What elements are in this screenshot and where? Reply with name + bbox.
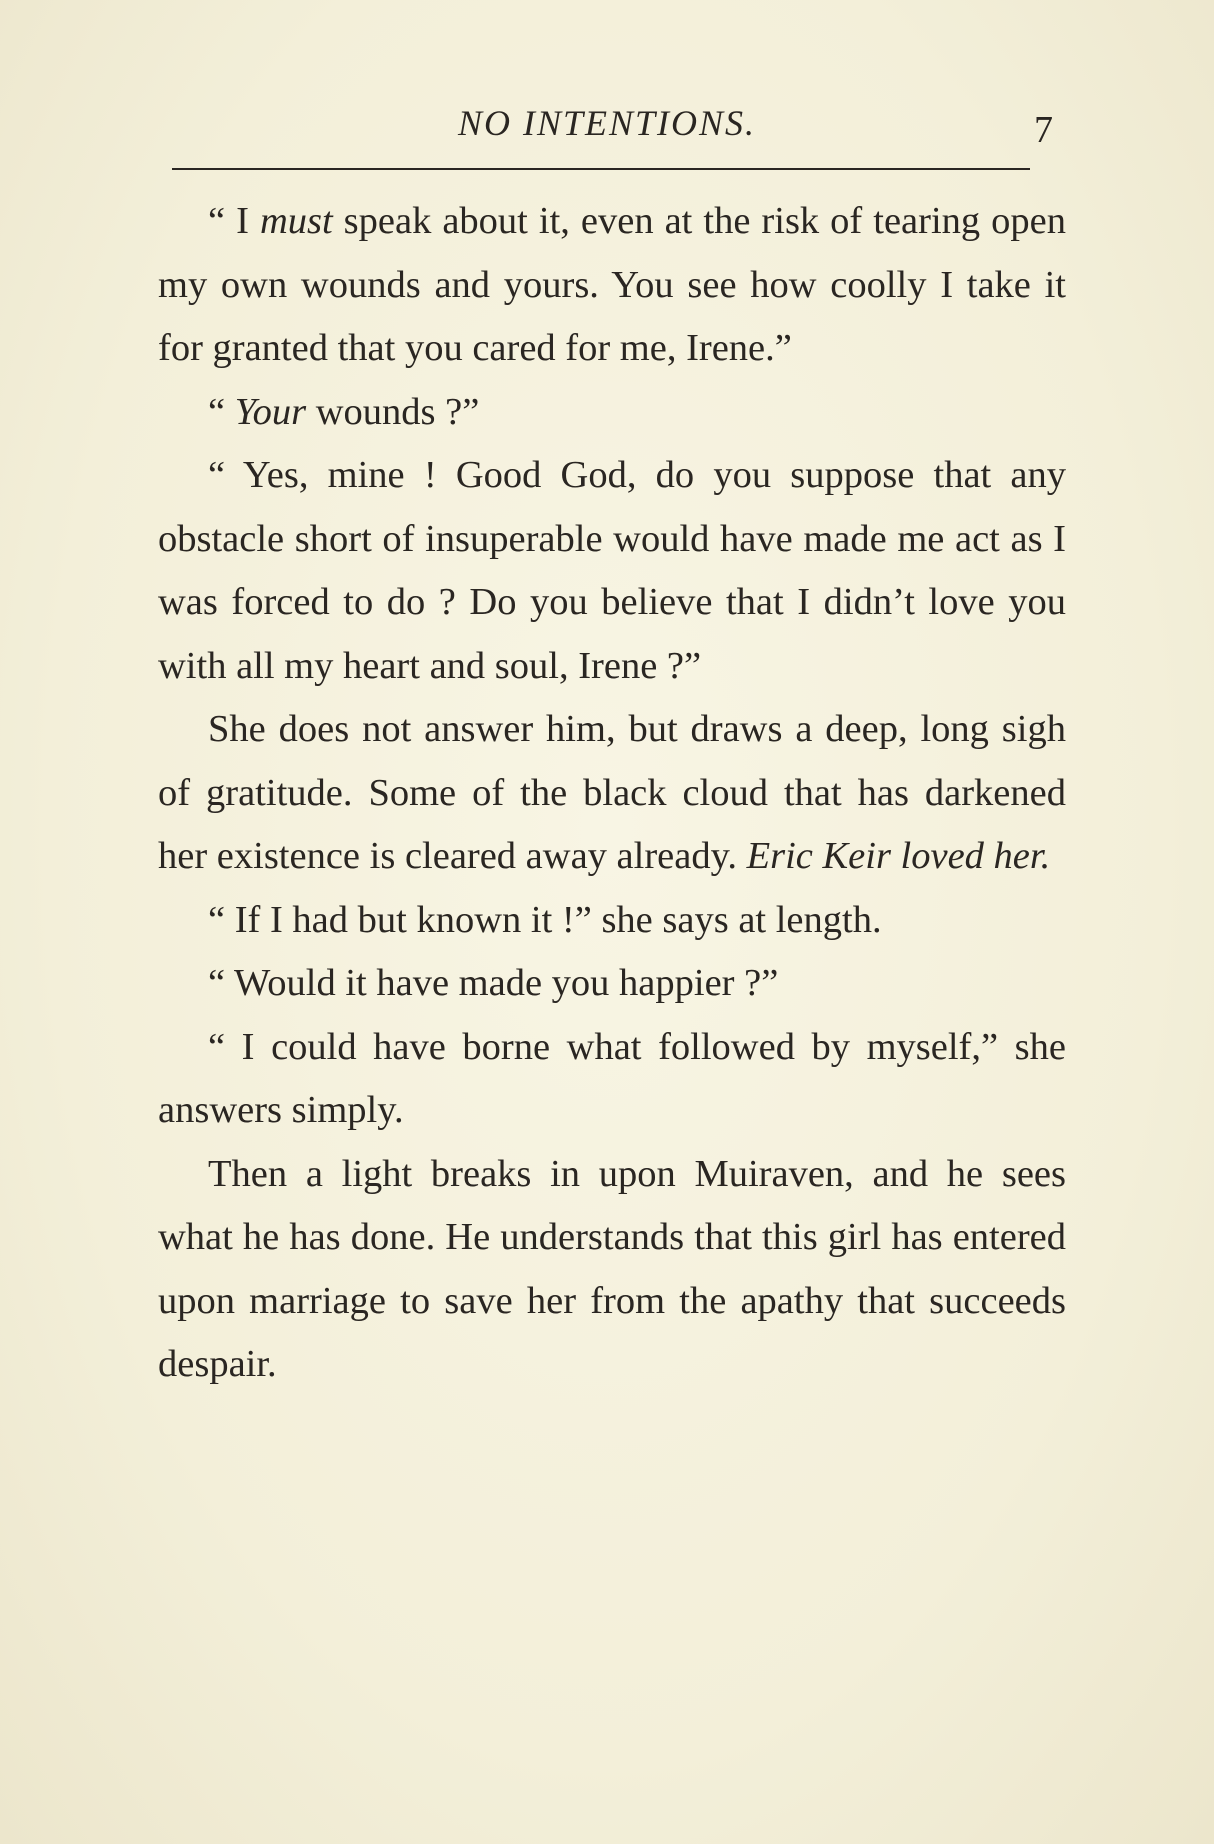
paragraph: “ Yes, mine ! Good God, do you suppose that any obstacle short of insuperable would have made me act as I was forced to do ? Do you believe that I didn’t love you with all my heart and soul, Irene ?” — [158, 454, 1066, 687]
header-rule — [172, 168, 1030, 170]
paragraph: “ If I had but known it !” she says at length. — [208, 898, 882, 941]
paragraph: “ I could have borne what followed by myself,” she answers simply. — [158, 1025, 1066, 1131]
page-number: 7 — [1034, 109, 1053, 151]
paragraph: Then a light breaks in upon Muiraven, and he sees what he has done. He understands that this girl has entered upon marriage to save her from the apathy that succeeds despair. — [158, 1152, 1066, 1385]
paragraph: “ Would it have made you happier ?” — [208, 962, 779, 1004]
paragraph: “ Your wounds ?” — [208, 390, 480, 433]
running-title: NO INTENTIONS. — [457, 103, 757, 143]
paragraph: “ I must speak about it, even at the risk of tearing open my own wounds and yours. You see how coolly I take it for granted that you cared for me, Irene.” — [158, 200, 1066, 369]
body-text — [158, 190, 1066, 1397]
running-head — [0, 96, 1214, 151]
paragraph: She does not answer him, but draws a deep, long sigh of gratitude. Some of the black cloud that has darkened her existence is cleared away already. Eric Keir loved her. — [158, 708, 1066, 877]
